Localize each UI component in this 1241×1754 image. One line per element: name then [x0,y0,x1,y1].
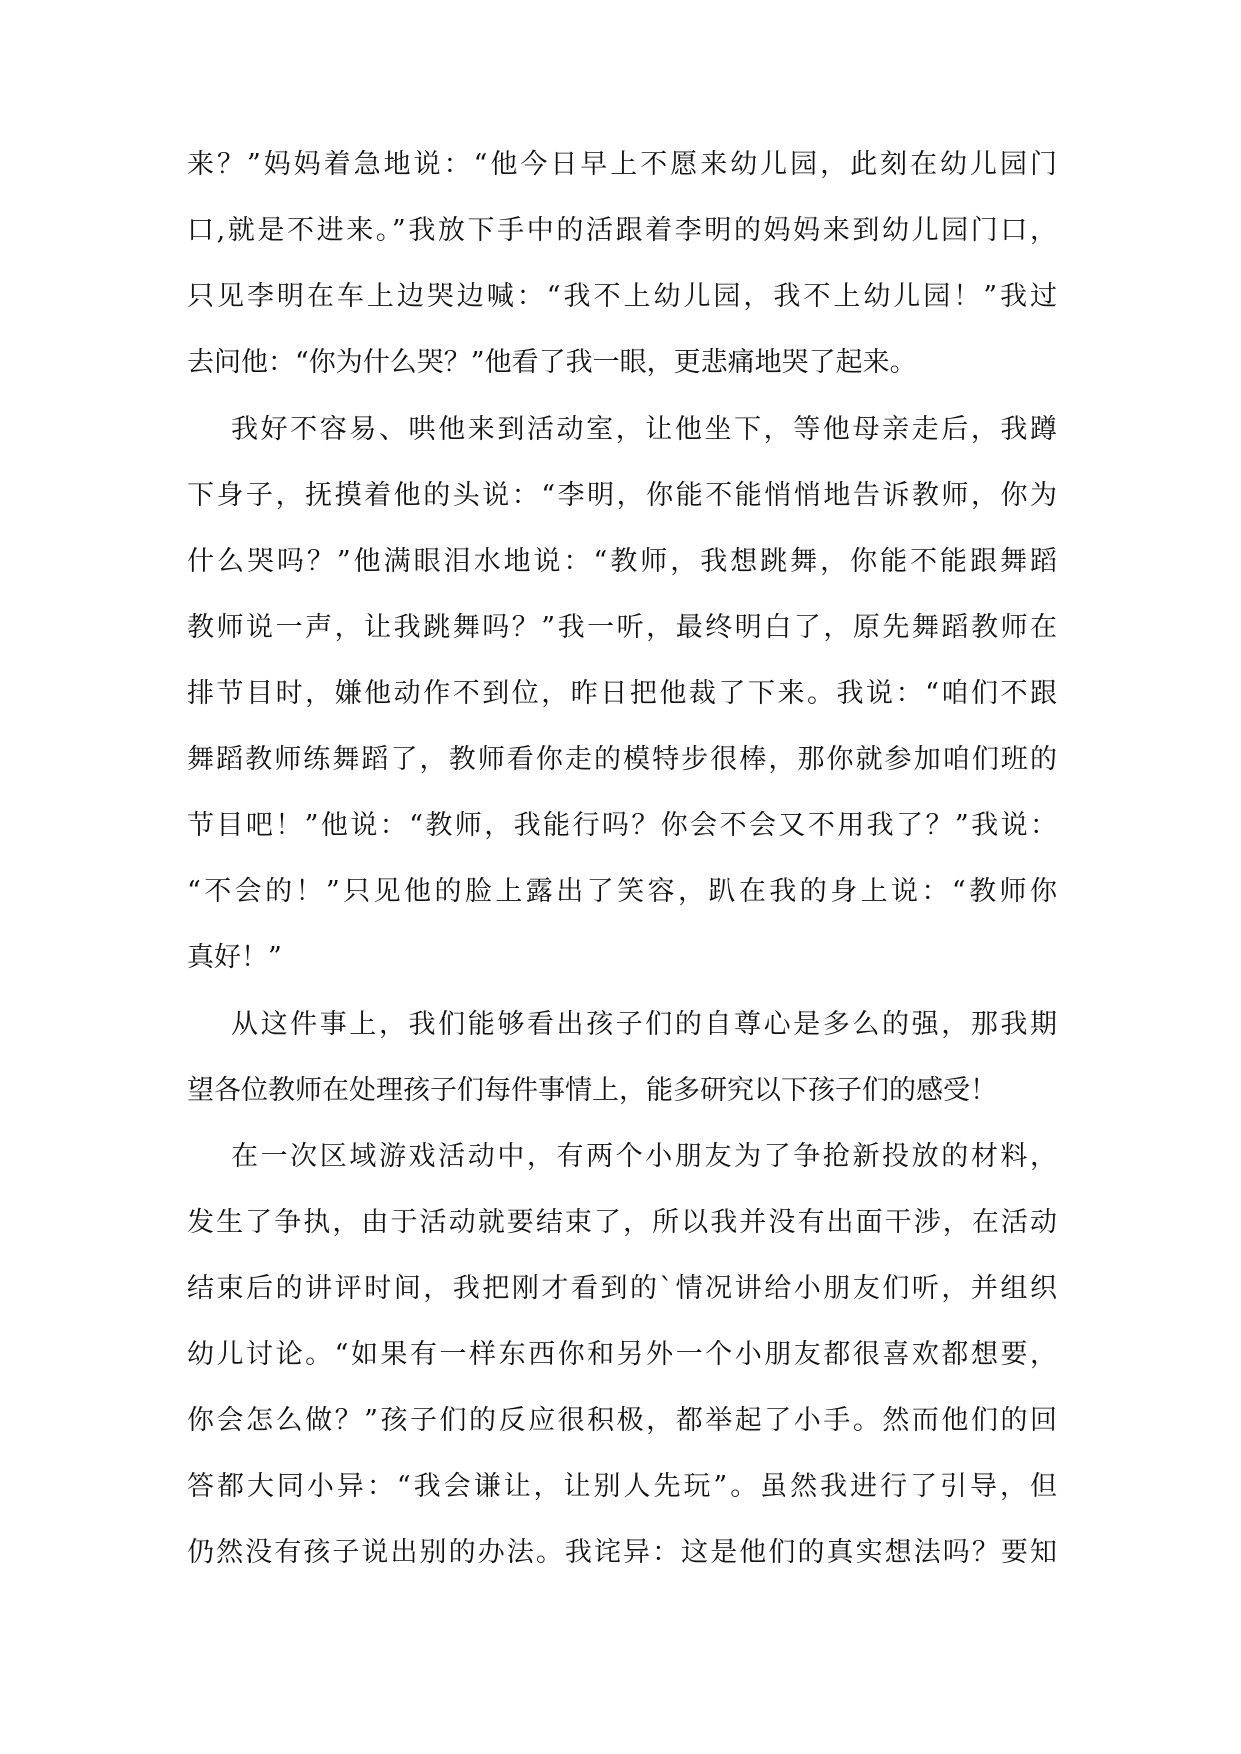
text-line: 仍然没有孩子说出别的办法。我诧异：这是他们的真实想法吗？要知 [187,1537,1057,1568]
text-line: 结束后的讲评时间，我把刚才看到的`情况讲给小朋友们听，并组织 [187,1273,1057,1304]
text-line: 你会怎么做？”孩子们的反应很积极，都举起了小手。然而他们的回 [187,1405,1057,1436]
text-line: 我好不容易、哄他来到活动室，让他坐下，等他母亲走后，我蹲 [231,414,1057,445]
text-line: 来？”妈妈着急地说：“他今日早上不愿来幼儿园，此刻在幼儿园门 [187,149,1057,180]
text-line: 答都大同小异：“我会谦让，让别人先玩”。虽然我进行了引导，但 [187,1471,1057,1502]
text-line: 什么哭吗？”他满眼泪水地说：“教师，我想跳舞，你能不能跟舞蹈 [187,546,1057,577]
text-line: “不会的！”只见他的脸上露出了笑容，趴在我的身上说：“教师你 [187,876,1057,907]
text-line: 望各位教师在处理孩子们每件事情上，能多研究以下孩子们的感受！ [187,1075,997,1106]
text-line: 只见李明在车上边哭边喊：“我不上幼儿园，我不上幼儿园！”我过 [187,281,1057,312]
text-line: 下身子，抚摸着他的头说：“李明，你能不能悄悄地告诉教师，你为 [187,480,1057,511]
text-line: 真好！” [187,942,282,973]
text-line: 幼儿讨论。“如果有一样东西你和另外一个小朋友都很喜欢都想要， [187,1339,1057,1370]
text-line: 发生了争执，由于活动就要结束了，所以我并没有出面干涉，在活动 [187,1207,1057,1238]
text-line: 舞蹈教师练舞蹈了，教师看你走的模特步很棒，那你就参加咱们班的 [187,744,1057,775]
text-line: 节目吧！”他说：“教师，我能行吗？你会不会又不用我了？”我说： [187,810,1057,841]
text-line: 从这件事上，我们能够看出孩子们的自尊心是多么的强，那我期 [231,1009,1057,1040]
text-line: 排节目时，嫌他动作不到位，昨日把他裁了下来。我说：“咱们不跟 [187,678,1057,709]
text-line: 在一次区域游戏活动中，有两个小朋友为了争抢新投放的材料， [231,1141,1057,1172]
text-line: 去问他：“你为什么哭？”他看了我一眼，更悲痛地哭了起来。 [187,347,917,378]
text-line: 教师说一声，让我跳舞吗？”我一听，最终明白了，原先舞蹈教师在 [187,612,1057,643]
text-line: 口,就是不进来。”我放下手中的活跟着李明的妈妈来到幼儿园门口， [187,215,1057,246]
